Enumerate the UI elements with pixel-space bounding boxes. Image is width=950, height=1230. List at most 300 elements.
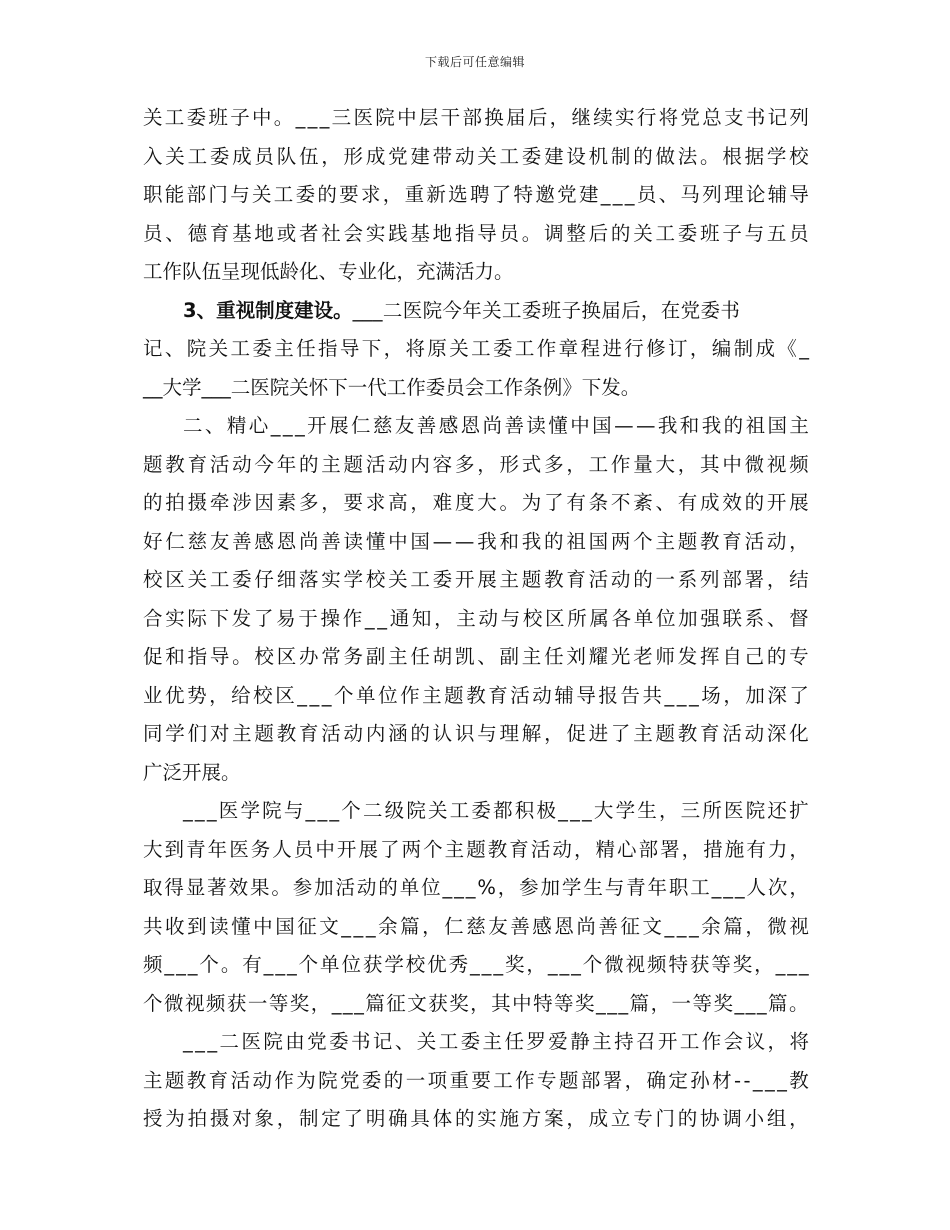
glyph: 总 bbox=[702, 106, 722, 129]
glyph: 还 bbox=[767, 799, 787, 822]
glyph: 党 bbox=[340, 1068, 360, 1092]
glyph: 下 bbox=[361, 337, 382, 360]
glyph: 级 bbox=[384, 799, 405, 822]
glyph: 善 bbox=[321, 529, 341, 553]
glyph: 次 bbox=[767, 876, 788, 899]
glyph: 导 bbox=[477, 221, 497, 245]
glyph: 告 bbox=[620, 683, 640, 707]
glyph: _ bbox=[317, 799, 328, 822]
glyph: 主 bbox=[482, 1030, 503, 1053]
glyph: 与 bbox=[744, 221, 765, 245]
glyph: 挥 bbox=[700, 645, 720, 668]
glyph: 班 bbox=[208, 106, 228, 129]
glyph: 素 bbox=[276, 491, 297, 514]
glyph: 篇 bbox=[768, 991, 788, 1015]
glyph: ， bbox=[681, 837, 702, 861]
text-line bbox=[143, 600, 809, 639]
glyph: 两 bbox=[610, 529, 631, 553]
glyph: 奖 bbox=[289, 991, 310, 1015]
glyph: 年 bbox=[647, 876, 667, 899]
glyph: 参 bbox=[519, 876, 539, 899]
glyph: 常 bbox=[321, 645, 341, 668]
glyph: 员 bbox=[293, 837, 314, 861]
glyph: 共 bbox=[143, 914, 163, 938]
glyph: 中 bbox=[251, 106, 272, 129]
glyph: ， bbox=[566, 452, 586, 476]
text-line bbox=[143, 99, 809, 138]
glyph: 小 bbox=[744, 1107, 765, 1130]
glyph: 题 bbox=[444, 683, 464, 707]
glyph: 篇 bbox=[629, 991, 650, 1015]
glyph: 开 bbox=[454, 568, 475, 591]
glyph: 定 bbox=[668, 1068, 688, 1092]
text-line: 广泛开展。 bbox=[143, 760, 241, 784]
glyph: 换 bbox=[484, 106, 504, 129]
glyph: 奖 bbox=[713, 991, 733, 1015]
glyph: ， bbox=[789, 837, 809, 861]
glyph: 行 bbox=[624, 337, 644, 360]
glyph: 委 bbox=[493, 337, 513, 360]
glyph: 所 bbox=[702, 799, 722, 822]
text-line: __大学___二医院关怀下一代工作委员会工作条例》下发。 bbox=[143, 375, 641, 399]
glyph: 关 bbox=[428, 799, 448, 822]
glyph: 系 bbox=[677, 568, 698, 591]
glyph: _ bbox=[282, 414, 293, 437]
glyph: 一 bbox=[405, 1068, 426, 1092]
glyph: 论 bbox=[745, 183, 766, 206]
glyph: 署 bbox=[602, 1068, 623, 1092]
glyph: 主 bbox=[388, 645, 408, 668]
glyph: 主 bbox=[422, 683, 442, 707]
glyph: 施 bbox=[499, 1107, 520, 1130]
glyph: 题 bbox=[164, 1068, 185, 1092]
glyph: 生 bbox=[583, 876, 603, 899]
paragraph-1 bbox=[143, 99, 809, 292]
glyph: 懂 bbox=[231, 914, 251, 938]
glyph: 三 bbox=[680, 799, 701, 822]
glyph: 关 bbox=[416, 1030, 437, 1053]
glyph: 育 bbox=[187, 452, 208, 476]
glyph: 仔 bbox=[254, 568, 274, 591]
glyph: 动 bbox=[478, 606, 498, 630]
glyph: _ bbox=[305, 799, 316, 822]
glyph: 尚 bbox=[482, 414, 503, 437]
glyph: 将 bbox=[789, 1030, 809, 1053]
glyph: 动 bbox=[454, 144, 475, 168]
glyph: 多 bbox=[454, 452, 475, 476]
glyph: ， bbox=[689, 337, 710, 360]
glyph: _ bbox=[470, 953, 480, 976]
glyph: 强 bbox=[700, 606, 720, 630]
glyph: 书 bbox=[351, 1030, 371, 1053]
glyph: ， bbox=[754, 953, 774, 976]
glyph: 紊 bbox=[633, 491, 653, 514]
glyph: 为 bbox=[521, 491, 542, 514]
glyph: 两 bbox=[401, 837, 422, 861]
glyph: 作 bbox=[515, 1068, 535, 1092]
glyph: _ bbox=[582, 799, 592, 822]
paragraph-5 bbox=[143, 1023, 809, 1139]
glyph: 设 bbox=[566, 144, 586, 168]
glyph: 视 bbox=[789, 914, 809, 938]
glyph: 列 bbox=[702, 183, 722, 206]
text-line bbox=[143, 715, 809, 754]
glyph: 任 bbox=[410, 645, 430, 668]
glyph: 的 bbox=[744, 491, 765, 514]
glyph: 内 bbox=[410, 452, 430, 476]
glyph: 发 bbox=[231, 606, 252, 630]
glyph: _ bbox=[286, 953, 297, 976]
glyph: 感 bbox=[438, 414, 459, 437]
glyph: 人 bbox=[272, 837, 292, 861]
glyph: 医 bbox=[724, 799, 744, 822]
glyph: 心 bbox=[248, 414, 269, 437]
glyph: 、 bbox=[766, 606, 787, 630]
glyph: 因 bbox=[254, 491, 274, 514]
glyph: 专 bbox=[789, 645, 809, 668]
glyph: 活 bbox=[321, 722, 341, 745]
glyph: 社 bbox=[321, 221, 341, 245]
glyph: _ bbox=[676, 683, 687, 707]
glyph: 善 bbox=[510, 914, 530, 938]
glyph: _ bbox=[309, 683, 320, 707]
glyph: 党 bbox=[557, 183, 577, 206]
text-line bbox=[143, 330, 809, 369]
glyph: 委 bbox=[209, 144, 230, 168]
glyph: 和 bbox=[165, 645, 185, 668]
glyph: 关 bbox=[449, 337, 469, 360]
glyph: 国 bbox=[588, 529, 609, 553]
glyph: 了 bbox=[610, 722, 631, 745]
glyph: 促 bbox=[143, 645, 163, 668]
glyph: 的 bbox=[383, 1068, 404, 1092]
glyph: 题 bbox=[466, 837, 486, 861]
glyph: 教 bbox=[700, 529, 720, 553]
glyph: 视 bbox=[766, 452, 787, 476]
glyph: 作 bbox=[274, 1068, 294, 1092]
glyph: 微 bbox=[744, 452, 765, 476]
glyph: 光 bbox=[610, 645, 631, 668]
glyph: 感 bbox=[532, 914, 552, 938]
glyph: 善 bbox=[598, 914, 618, 938]
glyph: ， bbox=[677, 452, 698, 476]
glyph: 得 bbox=[164, 876, 184, 899]
glyph: 导 bbox=[209, 645, 230, 668]
glyph: 参 bbox=[292, 876, 313, 899]
glyph: 员 bbox=[254, 144, 274, 168]
glyph: 育 bbox=[298, 722, 319, 745]
glyph: 、 bbox=[658, 183, 679, 206]
glyph: 实 bbox=[615, 106, 635, 129]
glyph: 慈 bbox=[466, 914, 486, 938]
glyph: 主 bbox=[499, 568, 520, 591]
glyph: 慈 bbox=[187, 529, 208, 553]
glyph: _ bbox=[319, 106, 330, 129]
glyph: 党 bbox=[680, 106, 700, 129]
glyph: 、 bbox=[394, 1030, 415, 1053]
glyph: 调 bbox=[722, 1107, 742, 1130]
text-line bbox=[143, 446, 809, 485]
glyph: 制 bbox=[298, 1107, 319, 1130]
glyph: 选 bbox=[448, 183, 468, 206]
glyph: 二 bbox=[362, 799, 383, 822]
glyph: 难 bbox=[432, 491, 453, 514]
glyph: 下 bbox=[209, 606, 230, 630]
glyph: 工 bbox=[690, 876, 710, 899]
glyph: 委 bbox=[361, 1068, 382, 1092]
glyph: _ bbox=[365, 914, 376, 938]
glyph: _ bbox=[164, 953, 175, 976]
glyph: 程 bbox=[580, 337, 601, 360]
glyph: 重 bbox=[404, 183, 425, 206]
glyph: _ bbox=[183, 799, 193, 822]
text-line: 工作队伍呈现低龄化、专业化，充满活力。 bbox=[143, 260, 514, 283]
glyph: 展 bbox=[358, 837, 378, 861]
glyph: 都 bbox=[493, 799, 513, 822]
glyph: _ bbox=[331, 991, 342, 1015]
glyph: 医 bbox=[229, 837, 249, 861]
text-line bbox=[143, 677, 809, 716]
glyph: 指 bbox=[454, 221, 475, 245]
glyph: 务 bbox=[250, 837, 271, 861]
glyph: 自 bbox=[722, 645, 742, 668]
glyph: _ bbox=[275, 953, 286, 976]
glyph: 教 bbox=[165, 452, 185, 476]
glyph: 求 bbox=[360, 183, 381, 206]
glyph: 青 bbox=[186, 837, 206, 861]
glyph: 了 bbox=[380, 837, 400, 861]
glyph: 加 bbox=[745, 683, 765, 707]
glyph: 发 bbox=[677, 645, 698, 668]
glyph: 教 bbox=[677, 722, 698, 745]
glyph: 院 bbox=[262, 799, 282, 822]
glyph: 解 bbox=[521, 722, 542, 745]
glyph: 工 bbox=[273, 183, 294, 206]
text-line bbox=[143, 215, 809, 254]
glyph: 子 bbox=[230, 106, 250, 129]
glyph: 入 bbox=[143, 144, 163, 168]
glyph: 区 bbox=[545, 606, 565, 630]
glyph: _ bbox=[341, 914, 352, 938]
glyph: 组 bbox=[766, 1107, 787, 1130]
glyph: 读 bbox=[343, 529, 364, 553]
glyph: 委 bbox=[252, 337, 272, 360]
glyph: _ bbox=[734, 876, 745, 899]
glyph: 频 bbox=[789, 452, 809, 476]
glyph: 结 bbox=[789, 568, 809, 591]
glyph: 部 bbox=[638, 837, 659, 861]
glyph: 议 bbox=[745, 1030, 766, 1053]
glyph: 确 bbox=[388, 1107, 408, 1130]
text-line bbox=[143, 138, 809, 177]
glyph: 关 bbox=[633, 221, 653, 245]
glyph: 马 bbox=[680, 183, 700, 206]
glyph: ， bbox=[497, 876, 518, 899]
glyph: 主 bbox=[143, 1068, 163, 1092]
glyph: 收 bbox=[165, 914, 185, 938]
glyph: 联 bbox=[722, 606, 743, 630]
glyph: 仁 bbox=[165, 529, 185, 553]
glyph: 院 bbox=[186, 337, 207, 360]
glyph: 动 bbox=[343, 722, 364, 745]
glyph: 医 bbox=[353, 106, 373, 129]
glyph: 章 bbox=[558, 337, 579, 360]
glyph: 育 bbox=[700, 722, 720, 745]
glyph: _ bbox=[176, 953, 186, 976]
glyph: 读 bbox=[526, 414, 546, 437]
glyph: _ bbox=[775, 953, 786, 976]
glyph: _ bbox=[571, 953, 581, 976]
glyph: 为 bbox=[165, 1107, 185, 1130]
glyph: _ bbox=[600, 183, 611, 206]
glyph: ， bbox=[544, 722, 564, 745]
glyph: 征 bbox=[297, 914, 317, 938]
glyph: ， bbox=[573, 837, 594, 861]
glyph: 教 bbox=[487, 837, 508, 861]
glyph: 的 bbox=[378, 876, 398, 899]
glyph: 懂 bbox=[365, 529, 386, 553]
glyph: 办 bbox=[298, 645, 319, 668]
glyph: ， bbox=[789, 876, 809, 899]
glyph: 的 bbox=[766, 645, 787, 668]
glyph: 具 bbox=[410, 1107, 430, 1130]
glyph: 给 bbox=[231, 683, 251, 707]
glyph: 爱 bbox=[548, 1030, 568, 1053]
glyph: 单 bbox=[320, 953, 340, 976]
glyph: 育 bbox=[722, 529, 742, 553]
glyph: 三 bbox=[331, 106, 352, 129]
glyph: 体 bbox=[432, 1107, 453, 1130]
glyph: 中 bbox=[570, 414, 590, 437]
text-line bbox=[143, 908, 809, 947]
glyph: 仁 bbox=[444, 914, 464, 938]
glyph: 我 bbox=[657, 414, 678, 437]
glyph: ， bbox=[434, 606, 454, 630]
glyph: — bbox=[432, 529, 453, 553]
glyph: 据 bbox=[744, 144, 765, 168]
glyph: 孙 bbox=[690, 1068, 710, 1092]
glyph: 单 bbox=[356, 683, 376, 707]
glyph: 机 bbox=[588, 144, 609, 168]
glyph: _ bbox=[307, 106, 318, 129]
glyph: 工 bbox=[449, 799, 470, 822]
glyph: 动 bbox=[766, 529, 787, 553]
glyph: 子 bbox=[722, 221, 742, 245]
text-line bbox=[143, 1062, 809, 1101]
glyph: 主 bbox=[444, 837, 465, 861]
glyph: 学 bbox=[165, 722, 185, 745]
glyph: 仁 bbox=[351, 414, 371, 437]
glyph: 聘 bbox=[469, 183, 490, 206]
glyph: _ bbox=[787, 953, 797, 976]
glyph: 己 bbox=[744, 645, 765, 668]
glyph: 院 bbox=[406, 799, 426, 822]
glyph: 量 bbox=[633, 452, 653, 476]
glyph: 奖 bbox=[449, 991, 469, 1015]
glyph: 基 bbox=[410, 221, 430, 245]
glyph: 书 bbox=[745, 106, 766, 129]
glyph: ， bbox=[650, 991, 671, 1015]
glyph: 要 bbox=[339, 183, 359, 206]
glyph: 读 bbox=[209, 914, 229, 938]
glyph: 基 bbox=[232, 221, 252, 245]
glyph: 年 bbox=[207, 837, 228, 861]
glyph: 制 bbox=[733, 337, 754, 360]
glyph: _ bbox=[618, 991, 629, 1015]
glyph: 导 bbox=[789, 183, 809, 206]
glyph: 院 bbox=[375, 106, 395, 129]
glyph: _ bbox=[329, 799, 340, 822]
glyph: 协 bbox=[700, 1107, 720, 1130]
glyph: 和 bbox=[499, 529, 519, 553]
glyph: 做 bbox=[655, 144, 675, 168]
glyph: 获 bbox=[226, 991, 247, 1015]
glyph: 活 bbox=[365, 452, 386, 476]
glyph: 显 bbox=[185, 876, 206, 899]
glyph: 形 bbox=[343, 144, 364, 168]
glyph: _ bbox=[676, 914, 687, 938]
glyph: 。 bbox=[273, 106, 294, 129]
glyph: 尚 bbox=[576, 914, 596, 938]
glyph: 署 bbox=[660, 837, 680, 861]
glyph: 精 bbox=[595, 837, 615, 861]
glyph: ， bbox=[470, 991, 490, 1015]
glyph: 奖 bbox=[732, 953, 753, 976]
glyph: 部 bbox=[722, 568, 742, 591]
glyph: 主 bbox=[633, 722, 653, 745]
glyph: 副 bbox=[499, 645, 520, 668]
glyph: 班 bbox=[700, 221, 720, 245]
glyph: 德 bbox=[187, 221, 208, 245]
glyph: 个 bbox=[341, 799, 361, 822]
glyph: 的 bbox=[298, 452, 319, 476]
glyph: 各 bbox=[611, 606, 632, 630]
glyph: 涵 bbox=[388, 722, 408, 745]
glyph: 工 bbox=[679, 1030, 700, 1053]
glyph: ， bbox=[549, 106, 570, 129]
glyph: ， bbox=[383, 337, 404, 360]
glyph: 于 bbox=[298, 606, 318, 630]
glyph: 动 bbox=[356, 876, 377, 899]
glyph: 的 bbox=[610, 221, 631, 245]
glyph: 际 bbox=[187, 606, 207, 630]
glyph: 校 bbox=[365, 568, 386, 591]
glyph: 活 bbox=[230, 1068, 251, 1092]
glyph: 奖 bbox=[575, 991, 595, 1015]
glyph: 有 bbox=[242, 953, 262, 976]
glyph: 的 bbox=[723, 414, 744, 437]
glyph: 将 bbox=[405, 337, 426, 360]
glyph: 与 bbox=[477, 722, 497, 745]
text-line bbox=[143, 869, 809, 908]
glyph: 中 bbox=[388, 529, 408, 553]
glyph: 篇 bbox=[365, 991, 385, 1015]
glyph: 《 bbox=[777, 337, 797, 360]
glyph: 委 bbox=[329, 1030, 349, 1053]
glyph: 职 bbox=[668, 876, 689, 899]
glyph: _ bbox=[756, 991, 767, 1015]
glyph: 委 bbox=[521, 144, 542, 168]
glyph: ， bbox=[209, 683, 229, 707]
glyph: 题 bbox=[655, 722, 675, 745]
glyph: 案 bbox=[544, 1107, 564, 1130]
glyph: 了 bbox=[253, 606, 274, 630]
glyph: 关 bbox=[187, 568, 208, 591]
glyph: 微 bbox=[604, 953, 624, 976]
glyph: 的 bbox=[317, 183, 337, 206]
glyph: 部 bbox=[580, 1068, 601, 1092]
glyph: 职 bbox=[143, 183, 163, 206]
